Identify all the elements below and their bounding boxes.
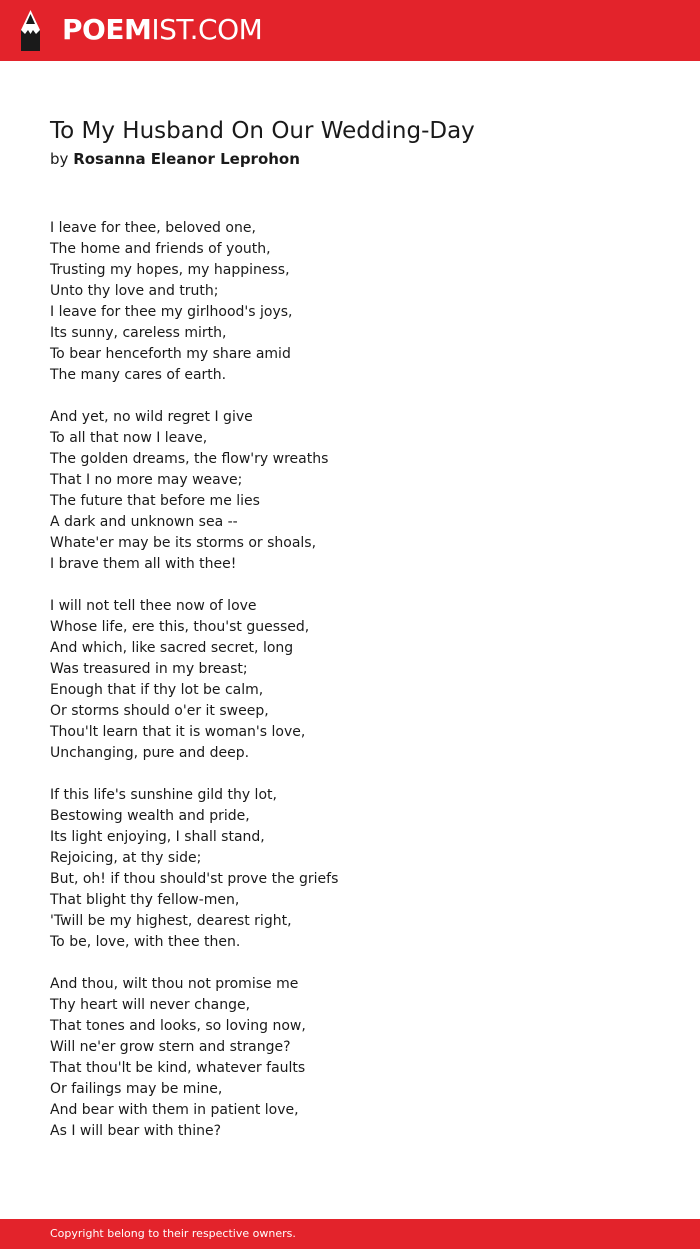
poem-line: The golden dreams, the flow'ry wreaths	[50, 451, 329, 467]
poem-line: And yet, no wild regret I give	[50, 409, 253, 425]
poem-line: The future that before me lies	[50, 493, 260, 509]
poem-line: That I no more may weave;	[50, 472, 243, 488]
poem-line: Its light enjoying, I shall stand,	[50, 829, 265, 845]
copyright-text: Copyright belong to their respective owners.	[50, 1227, 296, 1240]
poem-line: To all that now I leave,	[50, 430, 208, 446]
poem-line: Unchanging, pure and deep.	[50, 745, 250, 761]
stanza	[50, 974, 650, 1142]
poem-body	[50, 218, 650, 1163]
poem-line: Thy heart will never change,	[50, 997, 251, 1013]
poem-line: Enough that if thy lot be calm,	[50, 682, 264, 698]
poem-line: And bear with them in patient love,	[50, 1102, 299, 1118]
poem-line: I brave them all with thee!	[50, 556, 237, 572]
poem-line: Whose life, ere this, thou'st guessed,	[50, 619, 310, 635]
poem-line: Trusting my hopes, my happiness,	[50, 262, 290, 278]
poem-line: Rejoicing, at thy side;	[50, 850, 202, 866]
poem-line: Bestowing wealth and pride,	[50, 808, 250, 824]
poem-line: 'Twill be my highest, dearest right,	[50, 913, 292, 929]
poem-line: A dark and unknown sea --	[50, 514, 238, 530]
byline	[50, 148, 300, 170]
poem-line: As I will bear with thine?	[50, 1123, 222, 1139]
poem-line: The many cares of earth.	[50, 367, 227, 383]
poem-line: I will not tell thee now of love	[50, 598, 257, 614]
poem-line: That tones and looks, so loving now,	[50, 1018, 306, 1034]
stanza	[50, 407, 650, 575]
poem-line: If this life's sunshine gild thy lot,	[50, 787, 277, 803]
poem-line: I leave for thee my girlhood's joys,	[50, 304, 293, 320]
poem-line: Its sunny, careless mirth,	[50, 325, 227, 341]
pencil-icon[interactable]	[18, 10, 43, 51]
poem-line: Will ne'er grow stern and strange?	[50, 1039, 291, 1055]
stanza	[50, 785, 650, 953]
poem-line: And which, like sacred secret, long	[50, 640, 294, 656]
poem-line: And thou, wilt thou not promise me	[50, 976, 299, 992]
author-name: Rosanna Eleanor Leprohon	[73, 150, 300, 168]
poem-line: The home and friends of youth,	[50, 241, 271, 257]
by-label: by	[50, 150, 69, 168]
poem-line: Or failings may be mine,	[50, 1081, 223, 1097]
poem-line: To be, love, with thee then.	[50, 934, 241, 950]
poem-line: Thou'lt learn that it is woman's love,	[50, 724, 306, 740]
site-header	[0, 0, 700, 61]
poem-line: That thou'lt be kind, whatever faults	[50, 1060, 306, 1076]
poem-line: I leave for thee, beloved one,	[50, 220, 256, 236]
site-logo[interactable]	[62, 12, 262, 48]
poem-line: Was treasured in my breast;	[50, 661, 248, 677]
poem-line: But, oh! if thou should'st prove the griefs	[50, 871, 339, 887]
stanza	[50, 218, 650, 386]
poem-line: Unto thy love and truth;	[50, 283, 219, 299]
brand-light: IST.COM	[151, 13, 263, 46]
site-footer	[0, 1219, 700, 1249]
brand-bold: POEM	[62, 13, 152, 46]
poem-line: To bear henceforth my share amid	[50, 346, 291, 362]
poem-line: Whate'er may be its storms or shoals,	[50, 535, 317, 551]
poem-line: That blight thy fellow-men,	[50, 892, 240, 908]
poem-line: Or storms should o'er it sweep,	[50, 703, 269, 719]
poem-title: To My Husband On Our Wedding-Day	[50, 118, 475, 144]
stanza	[50, 596, 650, 764]
